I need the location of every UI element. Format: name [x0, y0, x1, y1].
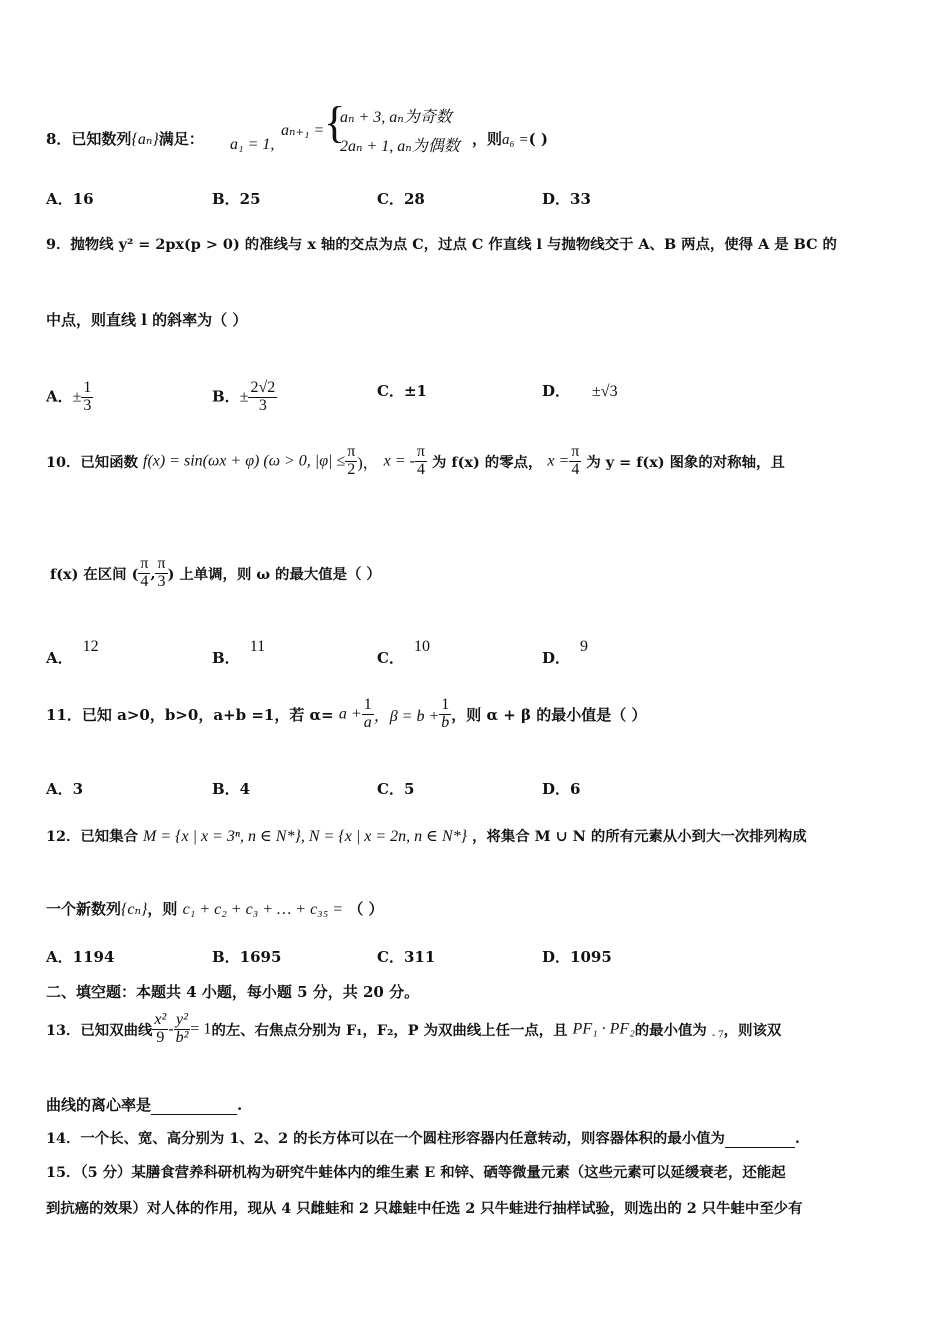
q11-alpha-fraction: $\frac{1}{a}$: [363, 696, 372, 731]
q8-option-b[interactable]: B．25: [212, 190, 261, 208]
q13-line2: 曲线的离心率是 .: [46, 1096, 243, 1114]
q9-option-d[interactable]: D． ±√3: [542, 382, 618, 400]
q10-option-d[interactable]: D．9: [542, 638, 589, 667]
q9-option-a-fraction: $\frac{1}{3}$: [83, 379, 92, 414]
q11-line: 11．已知 a>0，b>0，a+b =1，若 α= a + $\frac{1}{a}$ ，β = b + $\frac{1}{b}$ ，则 α + β 的最小值是（ ）: [46, 696, 647, 731]
q12-option-a[interactable]: A．1194: [46, 948, 115, 966]
q11-option-d[interactable]: D．6: [542, 780, 581, 798]
q10-interval-right: $\frac{\pi}{3}$: [157, 555, 166, 590]
q8-seq: {aₙ}: [131, 131, 159, 148]
q12-seq-c: {cₙ}: [121, 901, 148, 918]
q12-option-d[interactable]: D．1095: [542, 948, 612, 966]
q8-option-c[interactable]: C．28: [377, 190, 425, 208]
q10-zero-point: $\frac{\pi}{4}$: [416, 443, 425, 478]
q13-answer-blank[interactable]: [151, 1096, 237, 1115]
q8-option-a[interactable]: A．16: [46, 190, 94, 208]
q13-y-term: $\frac{\text{y²}}{\text{b²}}$: [175, 1011, 189, 1046]
q8-intro: 8．已知数列{aₙ}满足：: [46, 130, 204, 148]
q12-set-m: M = {x | x = 3ⁿ, n ∈ N*}: [143, 828, 301, 845]
q10-function: f(x) = sin(ωx + φ) (ω > 0, |φ| ≤: [143, 452, 346, 470]
q9-option-a[interactable]: A．± $\frac{1}{3}$: [46, 379, 92, 414]
q8-brace: {: [324, 98, 346, 147]
q11-beta-fraction: $\frac{1}{b}$: [441, 696, 450, 731]
q9-option-b[interactable]: B．± $\frac{2√2}{3}$: [212, 379, 276, 414]
q11-option-a[interactable]: A．3: [46, 780, 84, 798]
section-heading-fill-in: 二、填空题：本题共 4 小题，每小题 5 分，共 20 分。: [46, 983, 420, 1001]
q12-sum: c₁ + c₂ + c₃ + … + c₃₅ =: [182, 901, 344, 918]
q9-line2: 中点，则直线 l 的斜率为（ ）: [46, 311, 248, 329]
q12-line1: 12．已知集合 M = {x | x = 3ⁿ, n ∈ N*}, N = {x | x = 2n, n ∈ N*} ，将集合 M ∪ N 的所有元素从小到大一次排列构成: [46, 828, 807, 845]
q14-line: 14．一个长、宽、高分别为 1、2、2 的长方体可以在一个圆柱形容器内任意转动，则容器体积的最小值为 .: [46, 1130, 800, 1147]
q14-answer-blank[interactable]: [725, 1130, 795, 1148]
q11-option-b[interactable]: B．4: [212, 780, 251, 798]
q11-option-c[interactable]: C．5: [377, 780, 415, 798]
q8-then: ，则a₆ =( ): [472, 130, 549, 148]
q9-option-b-fraction: $\frac{2√2}{3}$: [250, 379, 276, 414]
q10-interval-left: $\frac{\pi}{4}$: [140, 555, 149, 590]
q8-option-d[interactable]: D．33: [542, 190, 591, 208]
q10-line2: f(x) 在区间 ( $\frac{\pi}{4}$ , $\frac{\pi}{3}$ ) 上单调，则 ω 的最大值是（ ）: [50, 555, 381, 590]
q8-case2: 2aₙ + 1, aₙ为偶数: [340, 138, 460, 155]
q10-option-c[interactable]: C．10: [377, 638, 430, 667]
q13-x-term: $\frac{\text{x²}}{9}$: [154, 1011, 167, 1046]
q10-option-a[interactable]: A．12: [46, 638, 99, 667]
q10-phi-bound: $\frac{\pi}{2}$: [347, 443, 356, 478]
q10-axis-point: $\frac{\pi}{4}$: [571, 443, 580, 478]
q12-option-c[interactable]: C．311: [377, 948, 436, 966]
q12-set-n: , N = {x | x = 2n, n ∈ N*}: [300, 828, 468, 845]
q15-line1: 15．（5 分）某膳食营养科研机构为研究牛蛙体内的维生素 E 和锌、硒等微量元素（这些元素可以延缓衰老，还能起: [46, 1164, 786, 1181]
q12-line2: 一个新数列{cₙ}，则 c₁ + c₂ + c₃ + … + c₃₅ = （ ）: [46, 900, 384, 918]
q9-option-c[interactable]: C．±1: [377, 382, 427, 400]
q12-option-b[interactable]: B．1695: [212, 948, 282, 966]
q8-case1: aₙ + 3, aₙ为奇数: [340, 109, 452, 126]
q9-line1: 9．抛物线 y² = 2px(p > 0) 的准线与 x 轴的交点为点 C，过点 C 作直线 l 与抛物线交于 A、B 两点，使得 A 是 BC 的: [46, 236, 837, 253]
q10-line1: 10．已知函数 f(x) = sin(ωx + φ) (ω > 0, |φ| ≤ $\frac{\pi}{2}$ )， x = - $\frac{\pi}{4}$ 为 f(x) 的零点， x = $\frac{\pi}{4}$ 为 y = f(x) 图象的对称轴，且: [46, 443, 785, 478]
q10-option-b[interactable]: B．11: [212, 638, 266, 667]
q15-line2: 到抗癌的效果）对人体的作用，现从 4 只雌蛙和 2 只雄蛙中任选 2 只牛蛙进行抽样试验，则选出的 2 只牛蛙中至少有: [46, 1200, 803, 1217]
q8-anp1: aₙ₊₁ =: [281, 122, 325, 139]
q8-a1: a₁ = 1,: [230, 136, 275, 153]
q13-line1: 13．已知双曲线 $\frac{\text{x²}}{9}$ - $\frac{\text{y²}}{\text{b²}}$ = 1的左、右焦点分别为 F₁，F₂，P 为双曲线上任一点，且 PF₁ · PF₂的最小值为 $_{- 7}$，则该双: [46, 1011, 782, 1046]
